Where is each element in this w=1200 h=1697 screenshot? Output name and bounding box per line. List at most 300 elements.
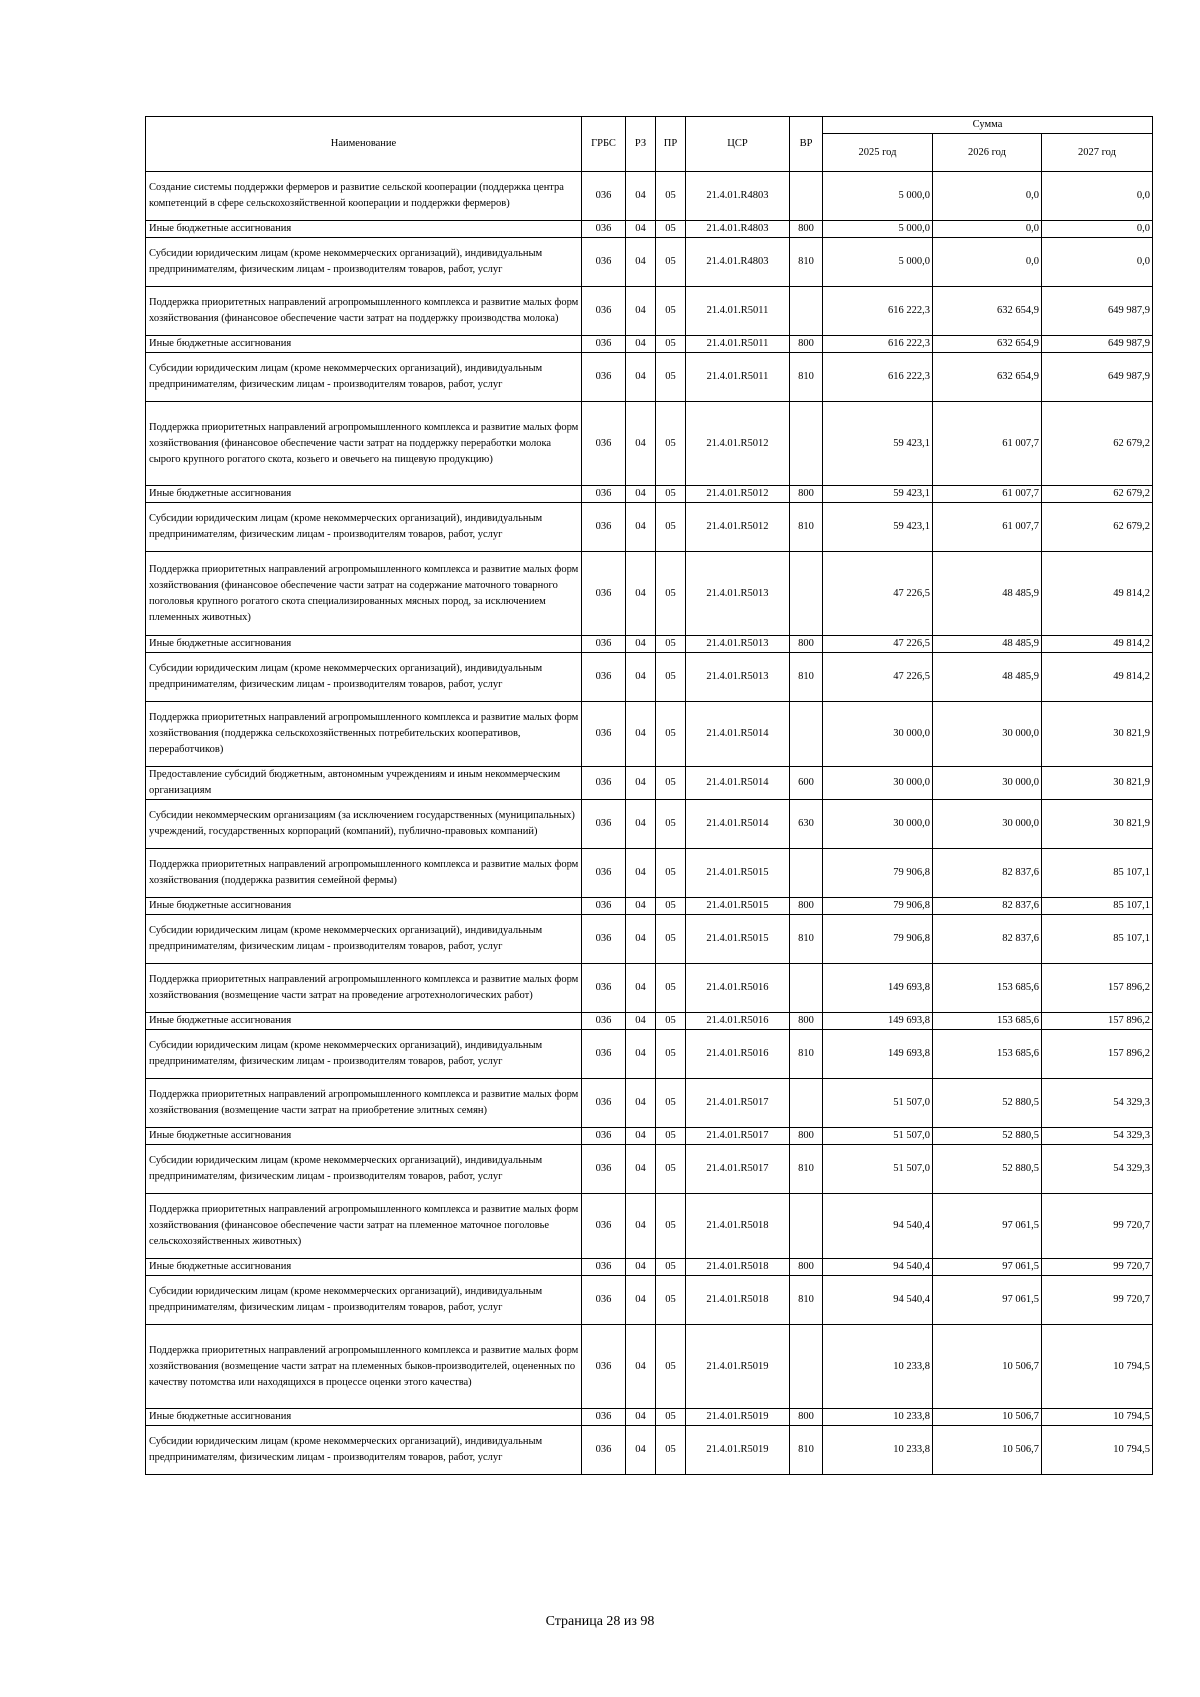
cell-amount-2027: 30 821,9 (1042, 702, 1153, 767)
table-row (146, 503, 1153, 552)
cell-csr: 21.4.01.R5019 (686, 1325, 790, 1409)
cell-rz: 04 (626, 1259, 656, 1276)
cell-amount-2025: 10 233,8 (823, 1325, 933, 1409)
cell-name: Предоставление субсидий бюджетным, автономным учреждениям и иным некоммерческим организациям (146, 767, 582, 800)
cell-amount-2026: 82 837,6 (933, 898, 1042, 915)
table-row (146, 1426, 1153, 1475)
cell-grbs: 036 (582, 849, 626, 898)
cell-csr: 21.4.01.R4803 (686, 221, 790, 238)
cell-amount-2025: 47 226,5 (823, 653, 933, 702)
table-row (146, 964, 1153, 1013)
cell-rz: 04 (626, 702, 656, 767)
table-row (146, 287, 1153, 336)
table-header (146, 117, 1153, 172)
cell-rz: 04 (626, 238, 656, 287)
cell-grbs: 036 (582, 1426, 626, 1475)
cell-name: Субсидии юридическим лицам (кроме некоммерческих организаций), индивидуальным предпринимателям, физическим лицам - производителям товаров, работ, услуг (146, 238, 582, 287)
cell-grbs: 036 (582, 336, 626, 353)
cell-grbs: 036 (582, 1145, 626, 1194)
cell-name: Создание системы поддержки фермеров и развитие сельской кооперации (поддержка центра компетенций в сфере сельскохозяйственной кооперации и поддержки фермеров) (146, 172, 582, 221)
cell-amount-2027: 0,0 (1042, 221, 1153, 238)
cell-amount-2026: 153 685,6 (933, 1013, 1042, 1030)
cell-pr: 05 (656, 353, 686, 402)
cell-name: Иные бюджетные ассигнования (146, 221, 582, 238)
cell-vr: 810 (790, 915, 823, 964)
cell-amount-2025: 149 693,8 (823, 1013, 933, 1030)
cell-name: Субсидии юридическим лицам (кроме некоммерческих организаций), индивидуальным предпринимателям, физическим лицам - производителям товаров, работ, услуг (146, 1030, 582, 1079)
cell-csr: 21.4.01.R5016 (686, 964, 790, 1013)
cell-amount-2026: 48 485,9 (933, 636, 1042, 653)
header-rz: РЗ (626, 117, 656, 172)
cell-amount-2025: 149 693,8 (823, 1030, 933, 1079)
cell-name: Иные бюджетные ассигнования (146, 486, 582, 503)
cell-csr: 21.4.01.R5019 (686, 1409, 790, 1426)
cell-pr: 05 (656, 238, 686, 287)
cell-amount-2027: 649 987,9 (1042, 353, 1153, 402)
cell-amount-2027: 10 794,5 (1042, 1409, 1153, 1426)
cell-pr: 05 (656, 402, 686, 486)
cell-grbs: 036 (582, 221, 626, 238)
cell-pr: 05 (656, 702, 686, 767)
cell-vr (790, 172, 823, 221)
cell-csr: 21.4.01.R5018 (686, 1276, 790, 1325)
cell-vr: 810 (790, 1426, 823, 1475)
cell-csr: 21.4.01.R5016 (686, 1013, 790, 1030)
cell-amount-2026: 52 880,5 (933, 1145, 1042, 1194)
cell-name: Иные бюджетные ассигнования (146, 1259, 582, 1276)
cell-pr: 05 (656, 1276, 686, 1325)
cell-amount-2025: 94 540,4 (823, 1259, 933, 1276)
cell-pr: 05 (656, 1030, 686, 1079)
cell-name: Иные бюджетные ассигнования (146, 898, 582, 915)
cell-csr: 21.4.01.R5011 (686, 353, 790, 402)
cell-vr: 810 (790, 1276, 823, 1325)
cell-csr: 21.4.01.R5013 (686, 552, 790, 636)
cell-grbs: 036 (582, 1259, 626, 1276)
cell-pr: 05 (656, 1194, 686, 1259)
cell-name: Поддержка приоритетных направлений агропромышленного комплекса и развитие малых форм хозяйствования (финансовое обеспечение части затрат на содержание маточного товарного поголовья крупного рогатого скота специализированных мясных пород, за исключением племенных животных) (146, 552, 582, 636)
cell-csr: 21.4.01.R5015 (686, 898, 790, 915)
cell-amount-2025: 59 423,1 (823, 486, 933, 503)
cell-rz: 04 (626, 1325, 656, 1409)
cell-name: Иные бюджетные ассигнования (146, 636, 582, 653)
table-row (146, 653, 1153, 702)
cell-rz: 04 (626, 849, 656, 898)
cell-amount-2027: 157 896,2 (1042, 1013, 1153, 1030)
cell-grbs: 036 (582, 172, 626, 221)
cell-vr (790, 1325, 823, 1409)
cell-amount-2025: 149 693,8 (823, 964, 933, 1013)
cell-rz: 04 (626, 172, 656, 221)
table-row (146, 402, 1153, 486)
cell-amount-2025: 59 423,1 (823, 503, 933, 552)
table-row (146, 1145, 1153, 1194)
cell-grbs: 036 (582, 767, 626, 800)
cell-rz: 04 (626, 1194, 656, 1259)
cell-amount-2025: 47 226,5 (823, 552, 933, 636)
cell-vr (790, 964, 823, 1013)
cell-amount-2027: 99 720,7 (1042, 1194, 1153, 1259)
cell-amount-2026: 52 880,5 (933, 1128, 1042, 1145)
cell-grbs: 036 (582, 964, 626, 1013)
cell-amount-2025: 59 423,1 (823, 402, 933, 486)
table-row (146, 915, 1153, 964)
cell-pr: 05 (656, 898, 686, 915)
table-row (146, 1079, 1153, 1128)
header-name: Наименование (146, 117, 582, 172)
cell-amount-2026: 97 061,5 (933, 1276, 1042, 1325)
cell-rz: 04 (626, 915, 656, 964)
cell-amount-2027: 62 679,2 (1042, 402, 1153, 486)
cell-csr: 21.4.01.R5014 (686, 800, 790, 849)
cell-vr (790, 402, 823, 486)
table-row (146, 1409, 1153, 1426)
cell-amount-2026: 52 880,5 (933, 1079, 1042, 1128)
cell-name: Поддержка приоритетных направлений агропромышленного комплекса и развитие малых форм хозяйствования (поддержка сельскохозяйственных потребительских кооперативов, переработчиков) (146, 702, 582, 767)
cell-amount-2026: 30 000,0 (933, 702, 1042, 767)
table-row (146, 1194, 1153, 1259)
cell-vr: 800 (790, 898, 823, 915)
cell-vr (790, 1079, 823, 1128)
cell-vr: 810 (790, 653, 823, 702)
cell-amount-2027: 99 720,7 (1042, 1259, 1153, 1276)
cell-vr: 810 (790, 503, 823, 552)
cell-vr: 800 (790, 1259, 823, 1276)
cell-rz: 04 (626, 353, 656, 402)
cell-rz: 04 (626, 800, 656, 849)
table-row (146, 1030, 1153, 1079)
cell-csr: 21.4.01.R5012 (686, 402, 790, 486)
cell-amount-2027: 62 679,2 (1042, 503, 1153, 552)
cell-grbs: 036 (582, 238, 626, 287)
cell-name: Субсидии юридическим лицам (кроме некоммерческих организаций), индивидуальным предпринимателям, физическим лицам - производителям товаров, работ, услуг (146, 653, 582, 702)
budget-table (145, 116, 1153, 1475)
table-row (146, 1325, 1153, 1409)
cell-pr: 05 (656, 915, 686, 964)
cell-csr: 21.4.01.R5019 (686, 1426, 790, 1475)
cell-amount-2026: 632 654,9 (933, 336, 1042, 353)
cell-name: Субсидии юридическим лицам (кроме некоммерческих организаций), индивидуальным предпринимателям, физическим лицам - производителям товаров, работ, услуг (146, 353, 582, 402)
cell-vr (790, 702, 823, 767)
cell-amount-2025: 5 000,0 (823, 172, 933, 221)
cell-csr: 21.4.01.R5017 (686, 1079, 790, 1128)
cell-amount-2027: 49 814,2 (1042, 636, 1153, 653)
cell-pr: 05 (656, 503, 686, 552)
table-row (146, 898, 1153, 915)
cell-name: Поддержка приоритетных направлений агропромышленного комплекса и развитие малых форм хозяйствования (финансовое обеспечение части затрат на племенное маточное поголовье сельскохозяйственных животных) (146, 1194, 582, 1259)
cell-rz: 04 (626, 636, 656, 653)
cell-pr: 05 (656, 636, 686, 653)
cell-rz: 04 (626, 1409, 656, 1426)
cell-amount-2026: 0,0 (933, 172, 1042, 221)
table-row (146, 767, 1153, 800)
cell-amount-2026: 61 007,7 (933, 503, 1042, 552)
cell-amount-2025: 5 000,0 (823, 221, 933, 238)
cell-grbs: 036 (582, 1325, 626, 1409)
table-row (146, 1259, 1153, 1276)
header-pr: ПР (656, 117, 686, 172)
cell-amount-2027: 85 107,1 (1042, 915, 1153, 964)
cell-pr: 05 (656, 172, 686, 221)
table-row (146, 238, 1153, 287)
cell-amount-2027: 0,0 (1042, 238, 1153, 287)
cell-pr: 05 (656, 287, 686, 336)
cell-amount-2027: 157 896,2 (1042, 964, 1153, 1013)
cell-rz: 04 (626, 552, 656, 636)
cell-rz: 04 (626, 1013, 656, 1030)
cell-vr: 800 (790, 1128, 823, 1145)
cell-vr: 800 (790, 221, 823, 238)
cell-rz: 04 (626, 1426, 656, 1475)
cell-rz: 04 (626, 767, 656, 800)
cell-amount-2025: 94 540,4 (823, 1194, 933, 1259)
cell-amount-2026: 10 506,7 (933, 1426, 1042, 1475)
cell-amount-2026: 632 654,9 (933, 287, 1042, 336)
cell-pr: 05 (656, 800, 686, 849)
cell-pr: 05 (656, 653, 686, 702)
cell-vr: 810 (790, 1145, 823, 1194)
cell-amount-2026: 10 506,7 (933, 1325, 1042, 1409)
cell-csr: 21.4.01.R5011 (686, 336, 790, 353)
cell-amount-2025: 51 507,0 (823, 1128, 933, 1145)
cell-name: Иные бюджетные ассигнования (146, 1013, 582, 1030)
cell-rz: 04 (626, 503, 656, 552)
cell-name: Иные бюджетные ассигнования (146, 336, 582, 353)
cell-grbs: 036 (582, 915, 626, 964)
cell-grbs: 036 (582, 1128, 626, 1145)
cell-amount-2025: 30 000,0 (823, 767, 933, 800)
cell-amount-2026: 82 837,6 (933, 915, 1042, 964)
header-csr: ЦСР (686, 117, 790, 172)
cell-csr: 21.4.01.R5012 (686, 503, 790, 552)
cell-amount-2025: 79 906,8 (823, 898, 933, 915)
cell-csr: 21.4.01.R4803 (686, 172, 790, 221)
cell-grbs: 036 (582, 1194, 626, 1259)
cell-pr: 05 (656, 336, 686, 353)
header-year-2027: 2027 год (1042, 134, 1153, 172)
cell-grbs: 036 (582, 552, 626, 636)
cell-name: Субсидии юридическим лицам (кроме некоммерческих организаций), индивидуальным предпринимателям, физическим лицам - производителям товаров, работ, услуг (146, 1426, 582, 1475)
cell-csr: 21.4.01.R5014 (686, 767, 790, 800)
cell-rz: 04 (626, 1128, 656, 1145)
header-year-2026: 2026 год (933, 134, 1042, 172)
cell-amount-2025: 616 222,3 (823, 336, 933, 353)
cell-csr: 21.4.01.R5018 (686, 1194, 790, 1259)
table-row (146, 221, 1153, 238)
cell-csr: 21.4.01.R5017 (686, 1128, 790, 1145)
cell-rz: 04 (626, 898, 656, 915)
cell-rz: 04 (626, 1030, 656, 1079)
cell-amount-2026: 0,0 (933, 221, 1042, 238)
cell-vr (790, 287, 823, 336)
cell-vr (790, 849, 823, 898)
cell-amount-2026: 61 007,7 (933, 486, 1042, 503)
cell-pr: 05 (656, 1426, 686, 1475)
header-sum: Сумма (823, 117, 1153, 134)
cell-rz: 04 (626, 1276, 656, 1325)
cell-amount-2026: 48 485,9 (933, 653, 1042, 702)
cell-pr: 05 (656, 1079, 686, 1128)
cell-rz: 04 (626, 1079, 656, 1128)
cell-amount-2025: 30 000,0 (823, 702, 933, 767)
cell-rz: 04 (626, 653, 656, 702)
cell-grbs: 036 (582, 1079, 626, 1128)
cell-amount-2026: 30 000,0 (933, 767, 1042, 800)
cell-amount-2025: 10 233,8 (823, 1409, 933, 1426)
cell-grbs: 036 (582, 702, 626, 767)
table-row (146, 486, 1153, 503)
cell-name: Поддержка приоритетных направлений агропромышленного комплекса и развитие малых форм хозяйствования (возмещение части затрат на приобретение элитных семян) (146, 1079, 582, 1128)
cell-amount-2027: 54 329,3 (1042, 1079, 1153, 1128)
table-row (146, 1276, 1153, 1325)
cell-rz: 04 (626, 486, 656, 503)
cell-name: Поддержка приоритетных направлений агропромышленного комплекса и развитие малых форм хозяйствования (возмещение части затрат на племенных быков-производителей, оцененных по качеству потомства или находящихся в процессе оценки этого качества) (146, 1325, 582, 1409)
cell-name: Субсидии юридическим лицам (кроме некоммерческих организаций), индивидуальным предпринимателям, физическим лицам - производителям товаров, работ, услуг (146, 1145, 582, 1194)
cell-amount-2027: 85 107,1 (1042, 849, 1153, 898)
cell-amount-2027: 30 821,9 (1042, 767, 1153, 800)
cell-amount-2027: 54 329,3 (1042, 1145, 1153, 1194)
cell-amount-2026: 153 685,6 (933, 964, 1042, 1013)
cell-pr: 05 (656, 1259, 686, 1276)
header-year-2025: 2025 год (823, 134, 933, 172)
cell-amount-2027: 0,0 (1042, 172, 1153, 221)
cell-csr: 21.4.01.R5015 (686, 915, 790, 964)
cell-csr: 21.4.01.R5013 (686, 653, 790, 702)
cell-amount-2025: 616 222,3 (823, 353, 933, 402)
cell-name: Субсидии юридическим лицам (кроме некоммерческих организаций), индивидуальным предпринимателям, физическим лицам - производителям товаров, работ, услуг (146, 1276, 582, 1325)
cell-grbs: 036 (582, 898, 626, 915)
cell-amount-2026: 61 007,7 (933, 402, 1042, 486)
cell-csr: 21.4.01.R4803 (686, 238, 790, 287)
cell-pr: 05 (656, 1013, 686, 1030)
cell-amount-2026: 82 837,6 (933, 849, 1042, 898)
cell-rz: 04 (626, 1145, 656, 1194)
cell-grbs: 036 (582, 1030, 626, 1079)
cell-vr: 810 (790, 353, 823, 402)
cell-name: Иные бюджетные ассигнования (146, 1409, 582, 1426)
table-row (146, 172, 1153, 221)
cell-amount-2026: 632 654,9 (933, 353, 1042, 402)
cell-amount-2026: 0,0 (933, 238, 1042, 287)
page-footer: Страница 28 из 98 (545, 1614, 655, 1629)
cell-name: Поддержка приоритетных направлений агропромышленного комплекса и развитие малых форм хозяйствования (финансовое обеспечение части затрат на поддержку производства молока) (146, 287, 582, 336)
cell-amount-2025: 51 507,0 (823, 1079, 933, 1128)
cell-vr: 600 (790, 767, 823, 800)
cell-amount-2025: 616 222,3 (823, 287, 933, 336)
cell-amount-2025: 5 000,0 (823, 238, 933, 287)
cell-name: Субсидии юридическим лицам (кроме некоммерческих организаций), индивидуальным предпринимателям, физическим лицам - производителям товаров, работ, услуг (146, 915, 582, 964)
cell-csr: 21.4.01.R5017 (686, 1145, 790, 1194)
cell-csr: 21.4.01.R5012 (686, 486, 790, 503)
cell-amount-2027: 649 987,9 (1042, 336, 1153, 353)
cell-amount-2026: 30 000,0 (933, 800, 1042, 849)
cell-vr: 810 (790, 238, 823, 287)
cell-name: Поддержка приоритетных направлений агропромышленного комплекса и развитие малых форм хозяйствования (поддержка развития семейной фермы) (146, 849, 582, 898)
cell-csr: 21.4.01.R5014 (686, 702, 790, 767)
cell-vr: 810 (790, 1030, 823, 1079)
cell-csr: 21.4.01.R5013 (686, 636, 790, 653)
cell-rz: 04 (626, 402, 656, 486)
cell-grbs: 036 (582, 653, 626, 702)
cell-grbs: 036 (582, 353, 626, 402)
cell-amount-2027: 157 896,2 (1042, 1030, 1153, 1079)
cell-amount-2026: 153 685,6 (933, 1030, 1042, 1079)
cell-amount-2027: 649 987,9 (1042, 287, 1153, 336)
cell-vr: 800 (790, 336, 823, 353)
table-row (146, 636, 1153, 653)
cell-pr: 05 (656, 1409, 686, 1426)
cell-grbs: 036 (582, 636, 626, 653)
cell-grbs: 036 (582, 402, 626, 486)
table-row (146, 1128, 1153, 1145)
table-row (146, 353, 1153, 402)
cell-pr: 05 (656, 552, 686, 636)
cell-amount-2027: 62 679,2 (1042, 486, 1153, 503)
cell-pr: 05 (656, 767, 686, 800)
cell-pr: 05 (656, 964, 686, 1013)
cell-amount-2025: 47 226,5 (823, 636, 933, 653)
cell-amount-2025: 10 233,8 (823, 1426, 933, 1475)
cell-pr: 05 (656, 1325, 686, 1409)
cell-rz: 04 (626, 964, 656, 1013)
cell-csr: 21.4.01.R5015 (686, 849, 790, 898)
cell-name: Поддержка приоритетных направлений агропромышленного комплекса и развитие малых форм хозяйствования (возмещение части затрат на проведение агротехнологических работ) (146, 964, 582, 1013)
header-grbs: ГРБС (582, 117, 626, 172)
budget-table-container (145, 116, 1152, 1475)
cell-amount-2027: 10 794,5 (1042, 1325, 1153, 1409)
header-vr: ВР (790, 117, 823, 172)
cell-amount-2025: 30 000,0 (823, 800, 933, 849)
cell-amount-2027: 54 329,3 (1042, 1128, 1153, 1145)
cell-rz: 04 (626, 287, 656, 336)
cell-name: Поддержка приоритетных направлений агропромышленного комплекса и развитие малых форм хозяйствования (финансовое обеспечение части затрат на поддержку переработки молока сырого крупного рогатого скота, козьего и овечьего на пищевую продукцию) (146, 402, 582, 486)
cell-amount-2027: 85 107,1 (1042, 898, 1153, 915)
cell-amount-2027: 49 814,2 (1042, 653, 1153, 702)
cell-pr: 05 (656, 1128, 686, 1145)
cell-csr: 21.4.01.R5018 (686, 1259, 790, 1276)
cell-amount-2025: 94 540,4 (823, 1276, 933, 1325)
cell-amount-2026: 48 485,9 (933, 552, 1042, 636)
table-row (146, 800, 1153, 849)
cell-amount-2025: 79 906,8 (823, 915, 933, 964)
cell-csr: 21.4.01.R5016 (686, 1030, 790, 1079)
table-body (146, 172, 1153, 1475)
cell-pr: 05 (656, 1145, 686, 1194)
cell-name: Иные бюджетные ассигнования (146, 1128, 582, 1145)
table-row (146, 849, 1153, 898)
cell-grbs: 036 (582, 1013, 626, 1030)
cell-amount-2025: 79 906,8 (823, 849, 933, 898)
cell-name: Субсидии некоммерческим организациям (за исключением государственных (муниципальных) учреждений, государственных корпораций (компаний), публично-правовых компаний) (146, 800, 582, 849)
cell-amount-2027: 99 720,7 (1042, 1276, 1153, 1325)
cell-vr (790, 1194, 823, 1259)
cell-vr: 800 (790, 486, 823, 503)
cell-amount-2025: 51 507,0 (823, 1145, 933, 1194)
table-row (146, 336, 1153, 353)
cell-amount-2026: 10 506,7 (933, 1409, 1042, 1426)
cell-pr: 05 (656, 221, 686, 238)
cell-grbs: 036 (582, 503, 626, 552)
cell-grbs: 036 (582, 287, 626, 336)
cell-pr: 05 (656, 849, 686, 898)
table-row (146, 552, 1153, 636)
table-row (146, 702, 1153, 767)
cell-rz: 04 (626, 221, 656, 238)
cell-vr: 800 (790, 1013, 823, 1030)
cell-vr: 630 (790, 800, 823, 849)
cell-grbs: 036 (582, 1409, 626, 1426)
cell-pr: 05 (656, 486, 686, 503)
